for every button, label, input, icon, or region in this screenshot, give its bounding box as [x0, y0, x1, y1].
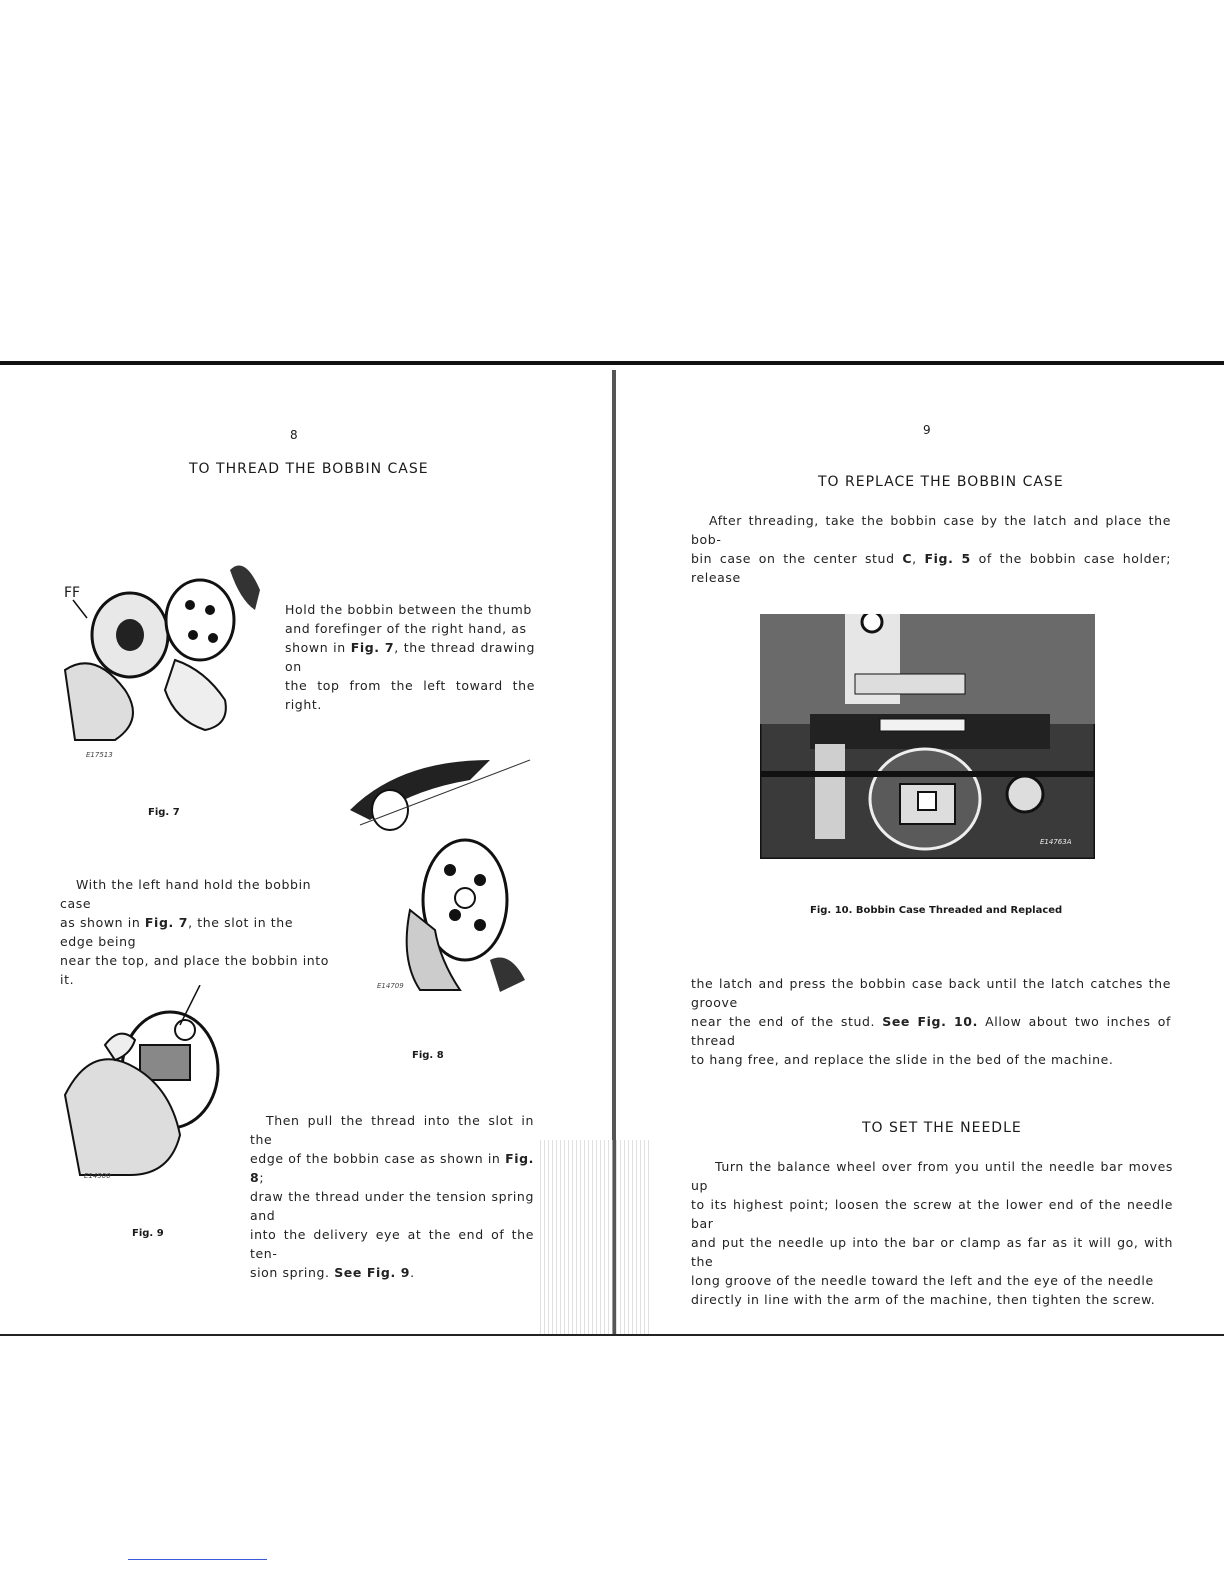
fig10-photo [760, 614, 1095, 859]
text-line: . [410, 1265, 415, 1280]
fig-reference: Fig. 5 [924, 551, 971, 566]
text-line: After threading, take the bobbin case by the latch and place the bob- [691, 513, 1171, 547]
fig7-caption: Fig. 7 [148, 807, 180, 818]
fig7-illustration [55, 550, 265, 745]
text-line: the latch and press the bobbin case back until the latch catches the groove [691, 976, 1171, 1010]
text-line: bin case on the center stud [691, 551, 903, 566]
text-line: into the delivery eye at the end of the ten- [250, 1227, 534, 1261]
fig-reference: Fig. 8 [250, 1151, 534, 1185]
text-line: sion spring. [250, 1265, 335, 1280]
text-line: edge of the bobbin case as shown in [250, 1151, 506, 1166]
right-page-heading-2: TO SET THE NEEDLE [862, 1120, 1022, 1136]
text-line: long groove of the needle toward the left and the eye of the needle [691, 1273, 1154, 1288]
left-page-heading: TO THREAD THE BOBBIN CASE [189, 461, 429, 477]
right-para-2 [691, 974, 1171, 1069]
text-line: shown in [285, 640, 351, 655]
fig-reference: See Fig. 10. [882, 1014, 978, 1029]
fig-reference: C [902, 551, 913, 566]
text-line: of the bobbin case holder; release [691, 551, 1172, 585]
text-line: and put the needle up into the bar or clamp as far as it will go, with the [691, 1235, 1173, 1269]
text-line: Hold the bobbin between the thumb [285, 602, 532, 617]
fig8-illustration [340, 730, 540, 995]
fig8-code: E14709 [377, 982, 404, 990]
footer-link-underline[interactable] [128, 1559, 267, 1560]
fig-reference: Fig. 7 [144, 915, 189, 930]
text-line: , the slot in the edge being [60, 915, 294, 949]
fig10-caption: Fig. 10. Bobbin Case Threaded and Replaced [810, 905, 1063, 916]
fig7-code: E17513 [86, 751, 113, 759]
text-line: Then pull the thread into the slot in the [250, 1113, 534, 1147]
text-line: With the left hand hold the bobbin case [60, 877, 312, 911]
left-para-1 [285, 600, 535, 714]
text-line: as shown in [60, 915, 145, 930]
text-line: directly in line with the arm of the machine, then tighten the screw. [691, 1292, 1156, 1307]
fig7-label-ff: FF [64, 585, 81, 601]
scan-noise [540, 1140, 650, 1335]
text-line: to its highest point; loosen the screw at the lower end of the needle bar [691, 1197, 1173, 1231]
fig-reference: See Fig. 9 [334, 1265, 411, 1280]
fig9-code: E14900 [84, 1172, 111, 1180]
text-line: , the thread drawing on [285, 640, 535, 674]
fig-reference: Fig. 7 [350, 640, 395, 655]
text-line: Turn the balance wheel over from you until the needle bar moves up [691, 1159, 1173, 1193]
fig9-caption: Fig. 9 [132, 1228, 164, 1239]
right-page-number: 9 [923, 423, 931, 437]
left-page-number: 8 [290, 428, 298, 442]
fig8-caption: Fig. 8 [412, 1050, 444, 1061]
fig10-code: E14763A [1040, 838, 1072, 846]
text-line: draw the thread under the tension spring and [250, 1189, 534, 1223]
text-line: to hang free, and replace the slide in the bed of the machine. [691, 1052, 1114, 1067]
text-line: near the end of the stud. [691, 1014, 883, 1029]
fig9-illustration [60, 985, 230, 1180]
right-para-3 [691, 1157, 1173, 1309]
text-line: near the top, and place the bobbin into it. [60, 953, 330, 987]
right-para-1 [691, 511, 1171, 587]
text-line: and forefinger of the right hand, as [285, 621, 527, 636]
bottom-rule [0, 1334, 1224, 1336]
right-page-heading-1: TO REPLACE THE BOBBIN CASE [818, 474, 1064, 490]
text-line: the top from the left toward the right. [285, 678, 535, 712]
left-para-2 [60, 875, 330, 989]
text-line: Allow about two inches of thread [691, 1014, 1171, 1048]
top-rule [0, 361, 1224, 365]
text-line: , [912, 551, 925, 566]
text-line: ; [259, 1170, 265, 1185]
left-para-3 [250, 1111, 534, 1282]
